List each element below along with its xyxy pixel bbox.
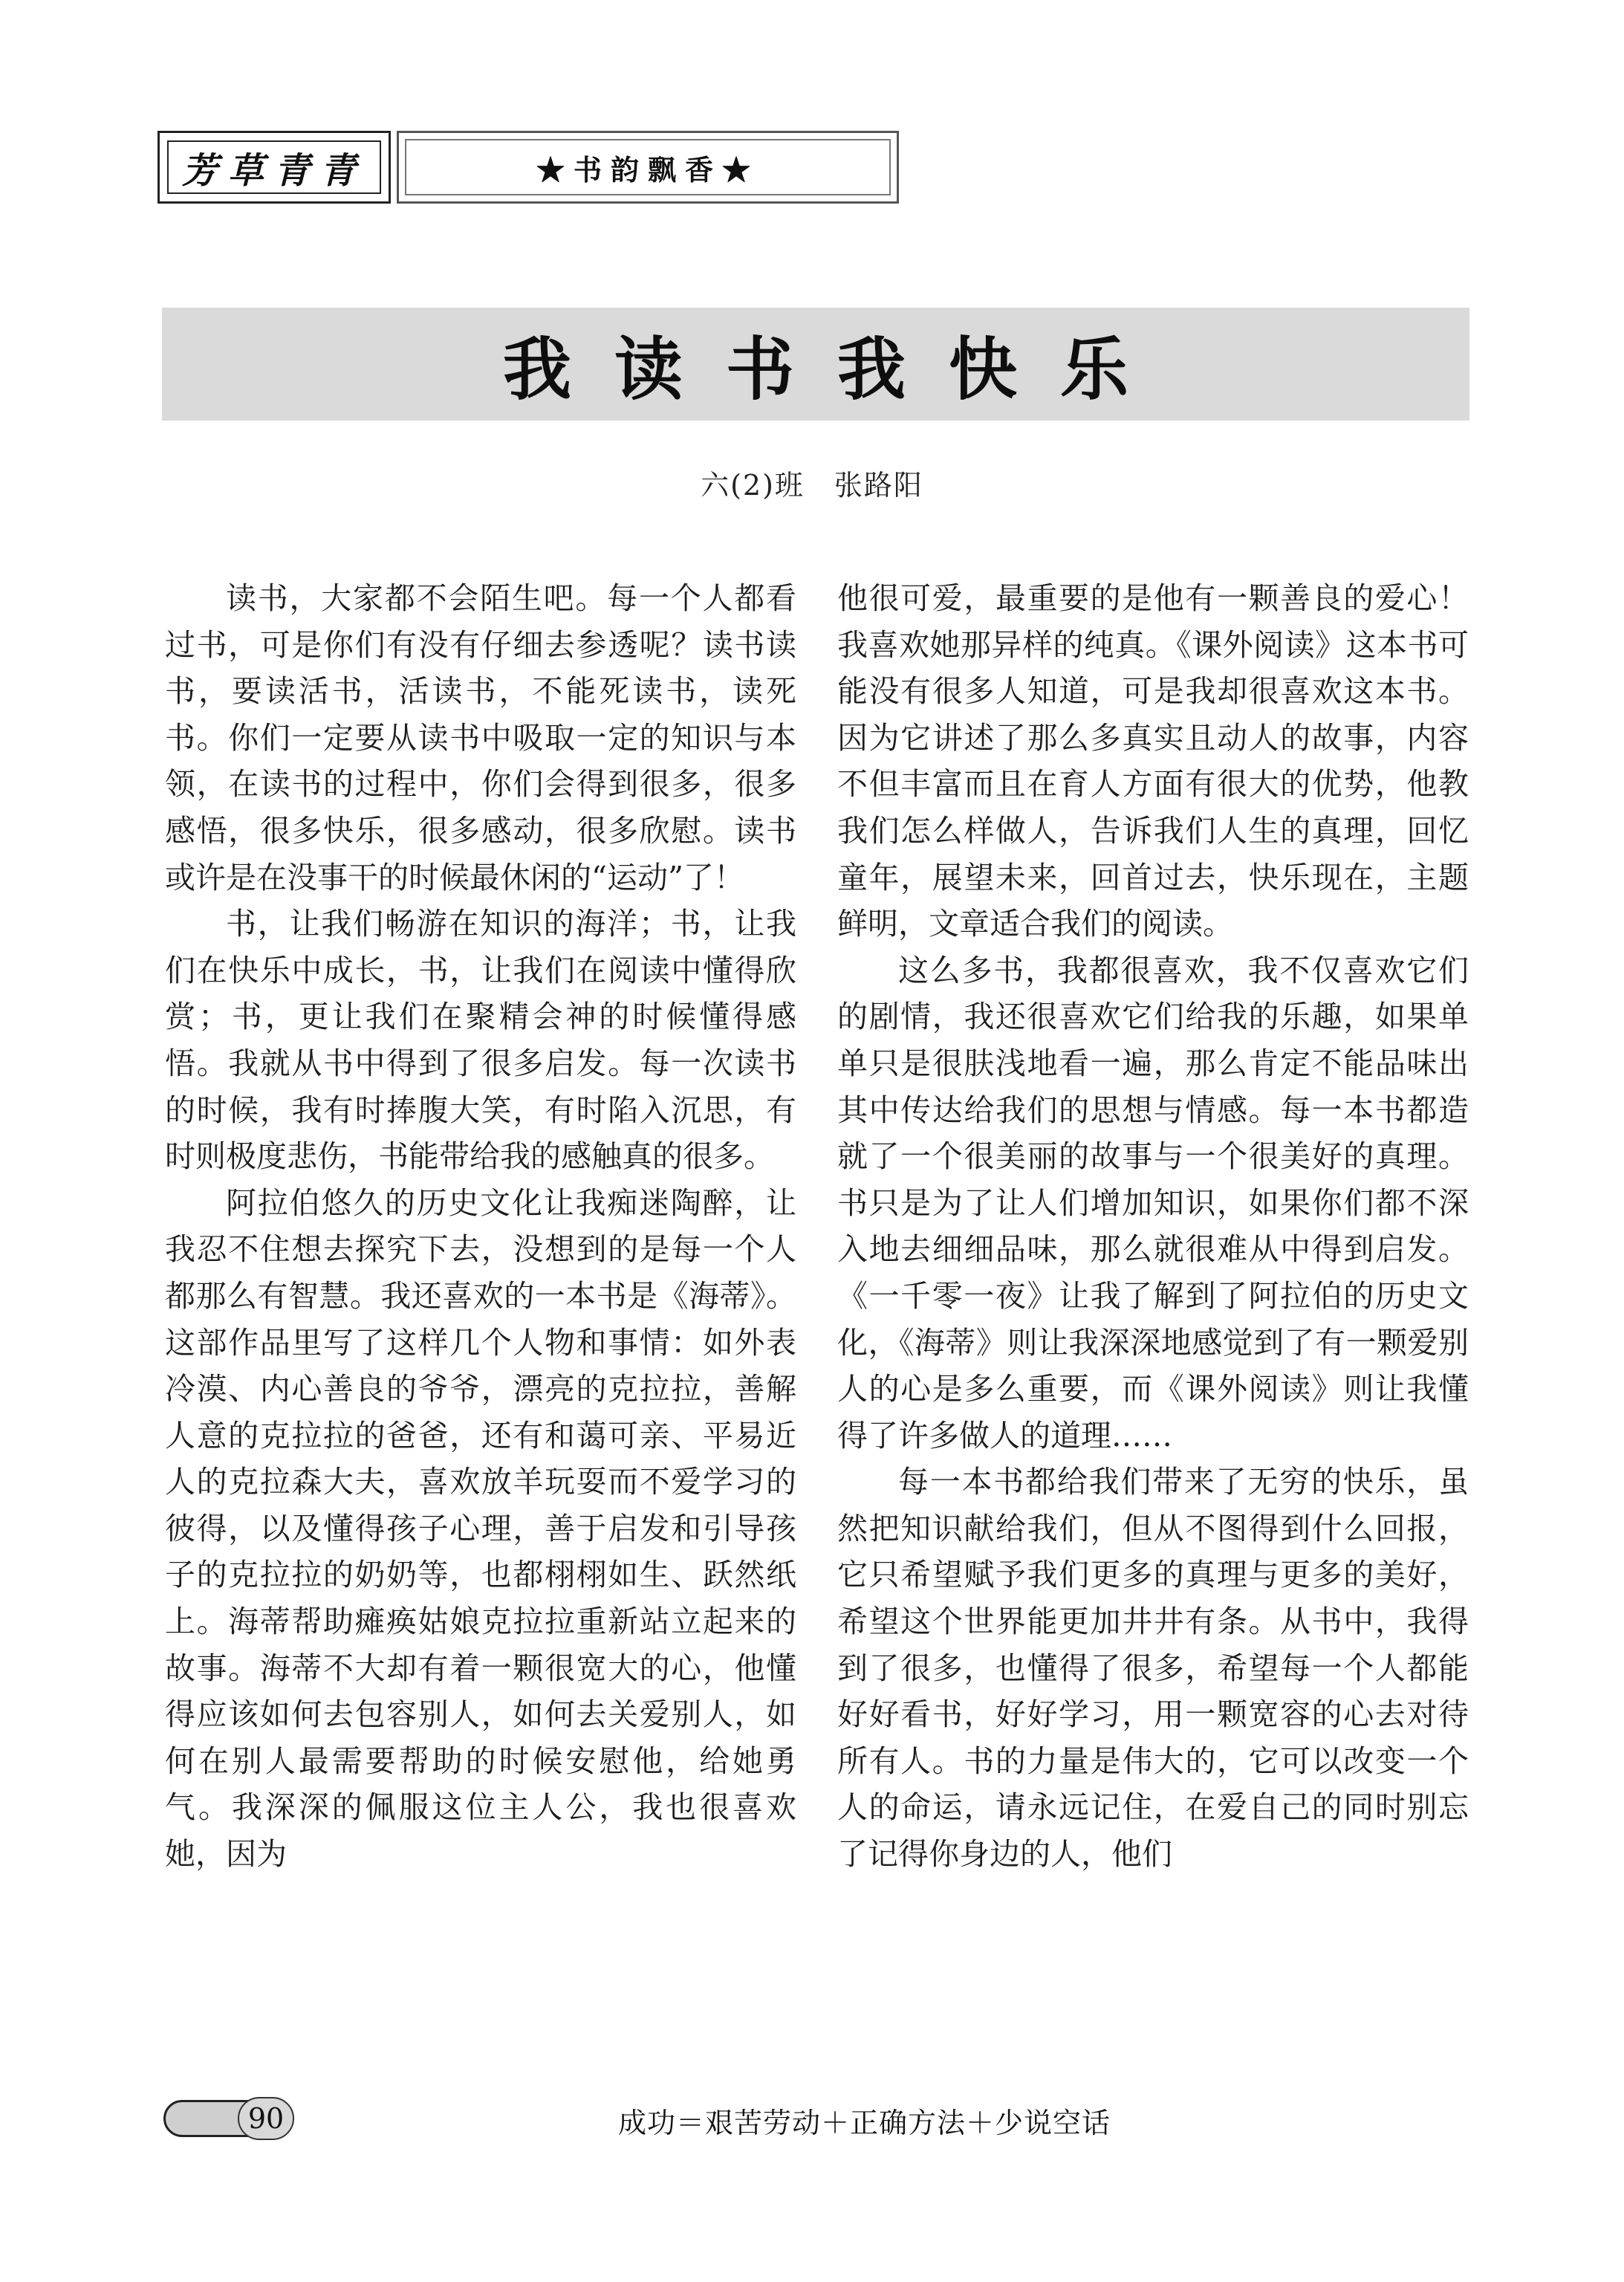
paragraph-continued: 他很可爱，最重要的是他有一颗善良的爱心！我喜欢她那异样的纯真。《课外阅读》这本书可能没有很多人知道，可是我却很喜欢这本书。因为它讲述了那么多真实且动人的故事，内容不但丰富而且在育人方面有很大的优势，他教我们怎么样做人，告诉我们人生的真理，回忆童年，展望未来，回首过去，快乐现在，主题鲜明，文章适合我们的阅读。	[837, 580, 1469, 942]
article-title: 我读书我快乐	[502, 330, 1172, 409]
column-name-box	[157, 131, 391, 204]
title-banner	[162, 308, 1469, 421]
section-name: ★书韵飘香★	[536, 152, 759, 187]
section-name-frame	[405, 139, 891, 195]
section-name-box	[397, 131, 899, 204]
column-name: 芳草青青	[181, 149, 366, 192]
paragraph: 阿拉伯悠久的历史文化让我痴迷陶醉，让我忍不住想去探究下去，没想到的是每一个人都那么有智慧。我还喜欢的一本书是《海蒂》。这部作品里写了这样几个人物和事情：如外表冷漠、内心善良的爷爷，漂亮的克拉拉，善解人意的克拉拉的爸爸，还有和蔼可亲、平易近人的克拉森大夫，喜欢放羊玩耍而不爱学习的彼得，以及懂得孩子心理，善于启发和引导孩子的克拉拉的奶奶等，也都栩栩如生、跃然纸上。海蒂帮助瘫痪姑娘克拉拉重新站立起来的故事。海蒂不大却有着一颗很宽大的心，他懂得应该如何去包容别人，如何去关爱别人，如何在别人最需要帮助的时候安慰他，给她勇气。我深深的佩服这位主人公，我也很喜欢她，因为	[165, 1184, 796, 1873]
page-number: 90	[238, 2097, 294, 2140]
footer-motto: 成功＝艰苦劳动＋正确方法＋少说空话	[618, 2107, 1111, 2139]
column-name-frame	[167, 140, 381, 194]
paragraph: 读书，大家都不会陌生吧。每一个人都看过书，可是你们有没有仔细去参透呢？读书读书，要读活书，活读书，不能死读书，读死书。你们一定要从读书中吸取一定的知识与本领，在读书的过程中，你们会得到很多，很多感悟，很多快乐，很多感动，很多欣慰。读书或许是在没事干的时候最休闲的“运动”了！	[165, 580, 796, 895]
paragraph: 每一本书都给我们带来了无穷的快乐，虽然把知识献给我们，但从不图得到什么回报，它只希望赋予我们更多的真理与更多的美好，希望这个世界能更加井井有条。从书中，我得到了很多，也懂得了很多，希望每一个人都能好好看书，好好学习，用一颗宽容的心去对待所有人。书的力量是伟大的，它可以改变一个人的命运，请永远记住，在爱自己的同时别忘了记得你身边的人，他们	[837, 1464, 1469, 1873]
paragraph: 这么多书，我都很喜欢，我不仅喜欢它们的剧情，我还很喜欢它们给我的乐趣，如果单单只是很肤浅地看一遍，那么肯定不能品味出其中传达给我们的思想与情感。每一本书都造就了一个很美丽的故事与一个很美好的真理。书只是为了让人们增加知识，如果你们都不深入地去细细品味，那么就很难从中得到启发。《一千零一夜》让我了解到了阿拉伯的历史文化，《海蒂》则让我深深地感觉到了有一颗爱别人的心是多么重要，而《课外阅读》则让我懂得了许多做人的道理……	[837, 952, 1469, 1453]
left-column	[165, 575, 796, 2093]
right-column	[837, 575, 1469, 2093]
article-byline: 六(2)班 张路阳	[701, 469, 923, 502]
paragraph: 书，让我们畅游在知识的海洋；书，让我们在快乐中成长，书，让我们在阅读中懂得欣赏；书，更让我们在聚精会神的时候懂得感悟。我就从书中得到了很多启发。每一次读书的时候，我有时捧腹大笑，有时陷入沉思，有时则极度悲伤，书能带给我的感触真的很多。	[165, 906, 796, 1175]
